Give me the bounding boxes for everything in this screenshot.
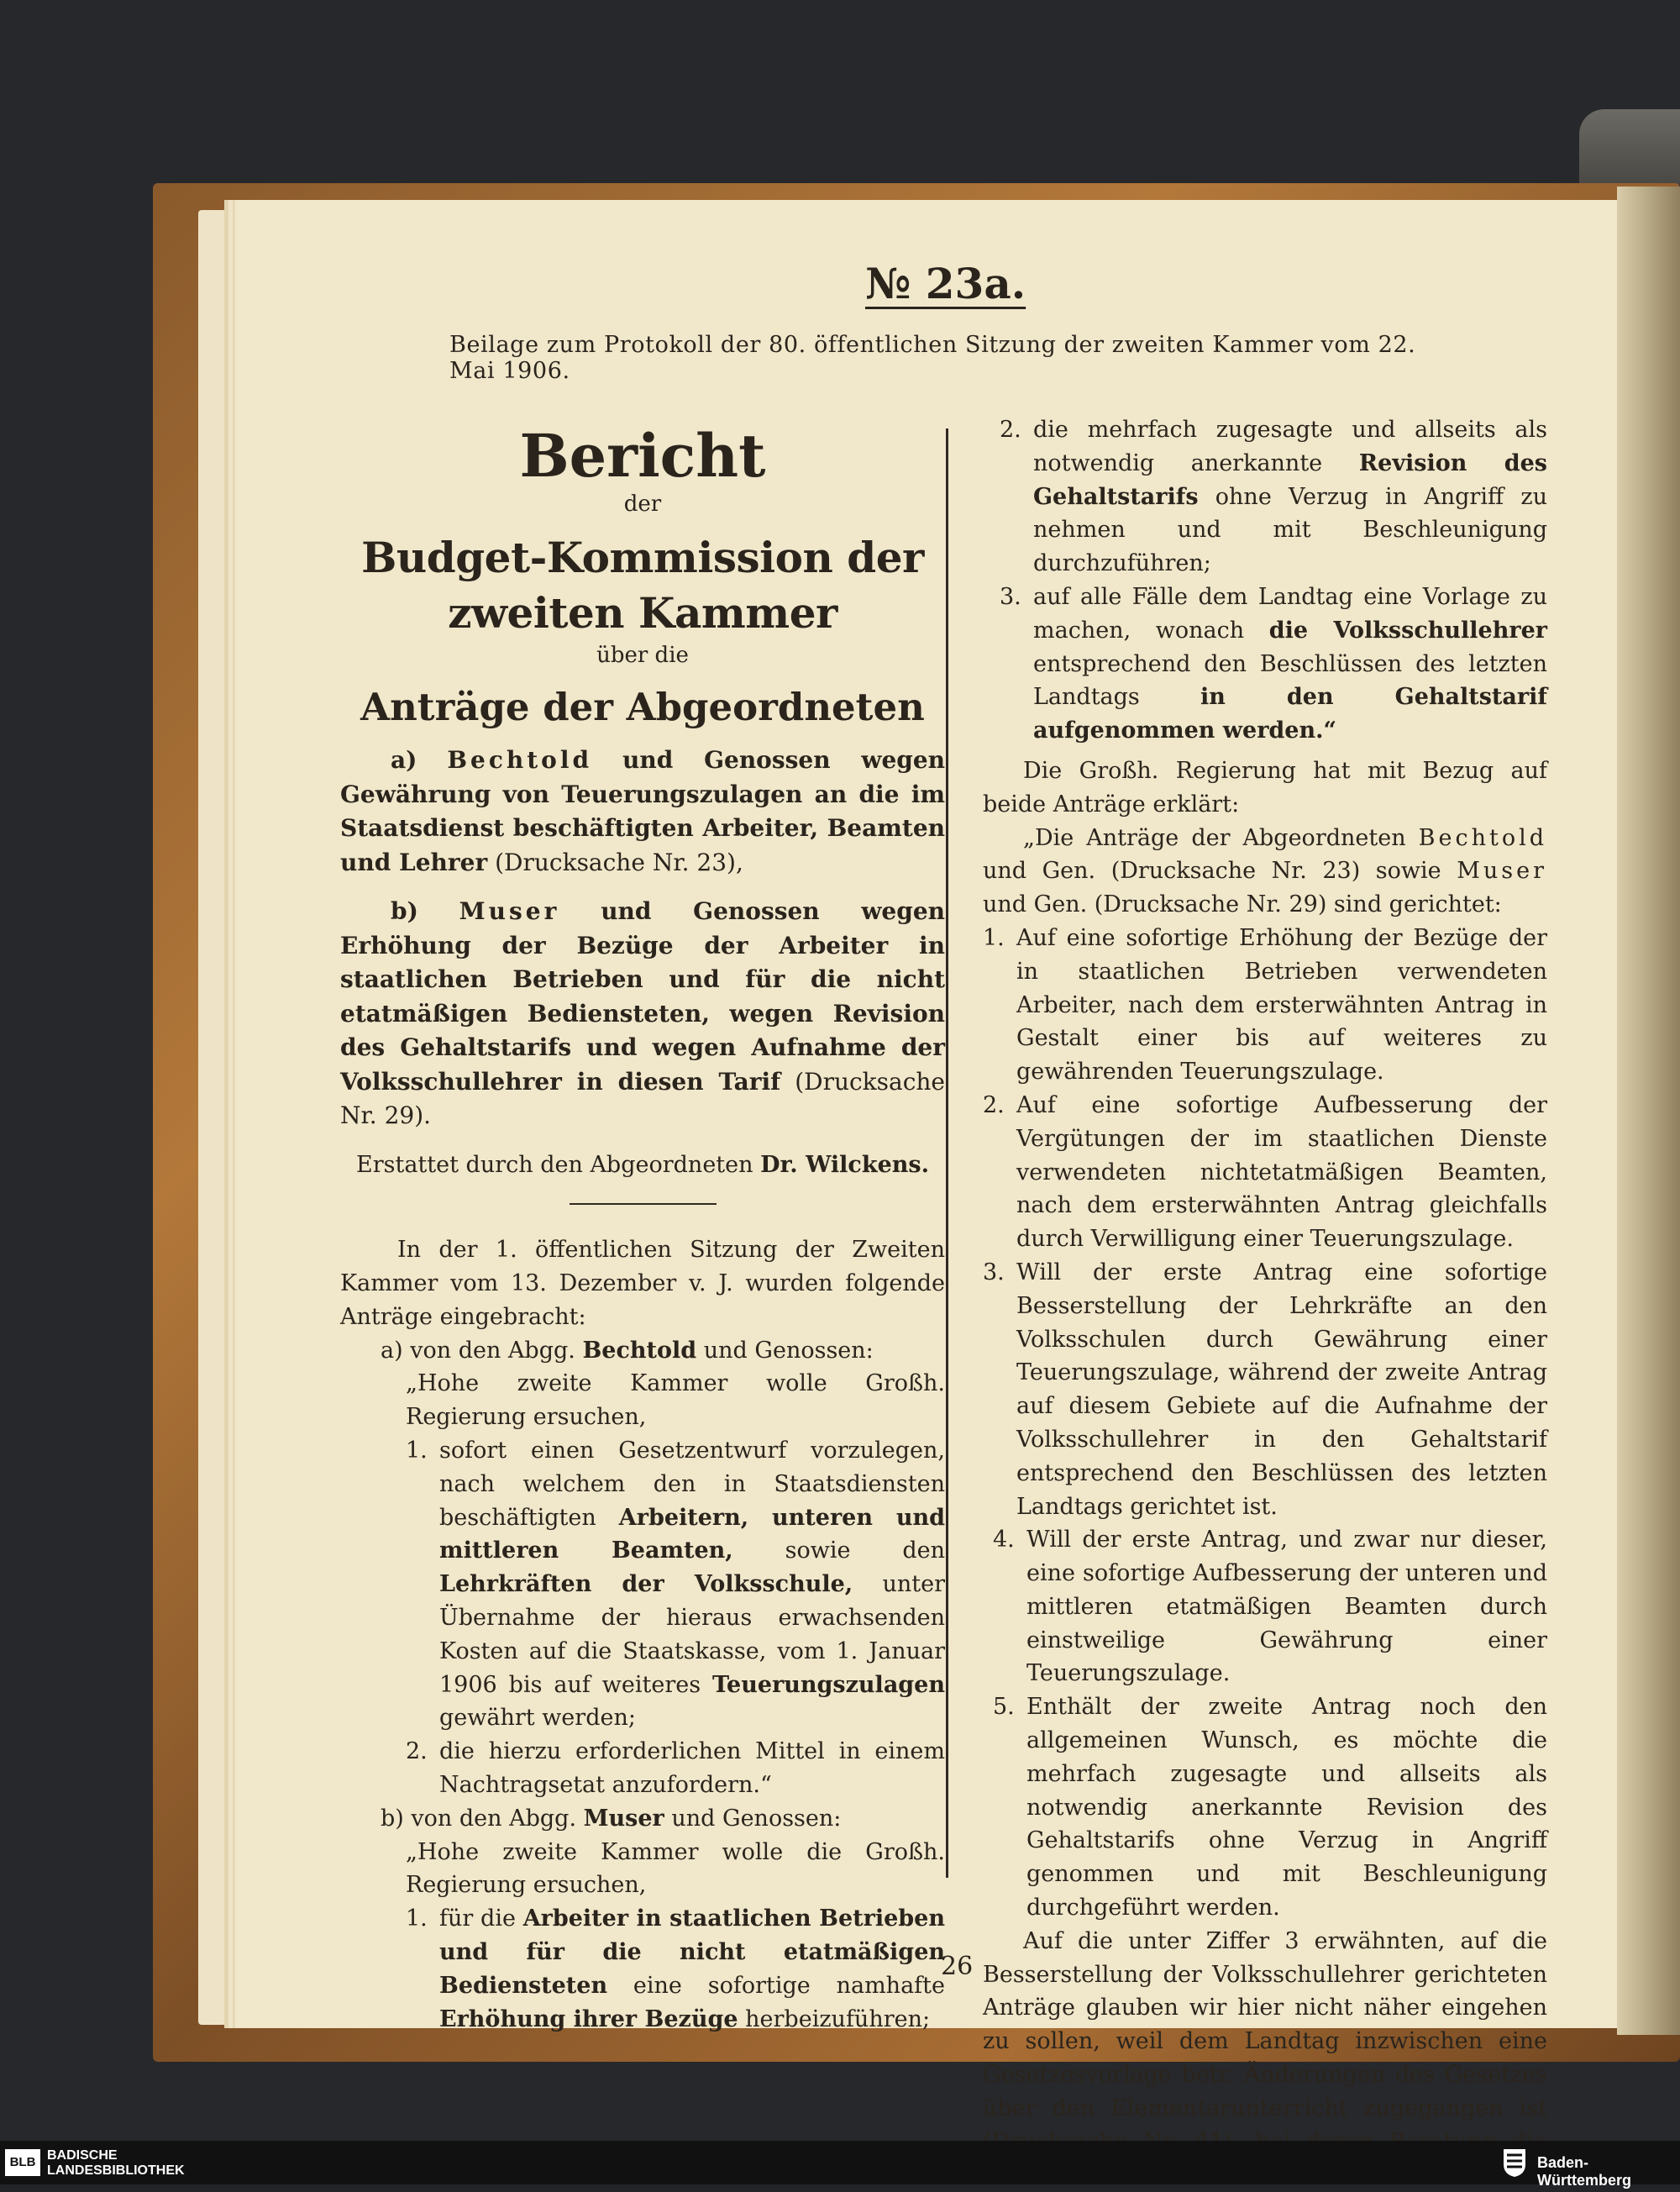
beilage-line: Beilage zum Protokoll der 80. öffentlichen Sitzung der zweiten Kammer vom 22. Mai 1906. bbox=[449, 332, 1416, 384]
a-item-1-bold-2: Lehrkräften der Volksschule, bbox=[439, 1571, 853, 1598]
a-quote: „Hohe zweite Kammer wolle Großh. Regierung ersuchen, bbox=[406, 1370, 945, 1431]
g-item-2-text: Auf eine sofortige Aufbesserung der Vergütungen der im staatlichen Dienste verwendeten nichtetatmäßigen Beamten, nach dem ersterwähnten Antrag gleichfalls durch Verwilligung einer Teuerungszulage. bbox=[1016, 1091, 1547, 1253]
a-item-1-num: 1. bbox=[406, 1438, 428, 1464]
r-item-3-body bbox=[1033, 581, 1547, 748]
title-ueber: über die bbox=[596, 643, 689, 668]
baden-wuerttemberg-label[interactable]: Baden-Württemberg bbox=[1537, 2154, 1631, 2189]
blb-name[interactable] bbox=[47, 2148, 185, 2179]
title-kommission: Budget-Kommission der zweiten Kammer bbox=[361, 533, 924, 638]
erstattet-pre: Erstattet durch den Abgeordneten bbox=[356, 1151, 753, 1178]
b-heading-name: Muser bbox=[583, 1805, 664, 1832]
r-item-2-text-2: ohne Verzug in Angriff zu nehmen und mit Beschleunigung durchzuführen; bbox=[1033, 483, 1547, 577]
regierung-quote-post: und Gen. (Drucksache Nr. 29) sind gerichtet: bbox=[983, 891, 1502, 918]
a-item-1-text-3: unter Übernahme der hieraus erwachsenden Kosten auf die Staatskasse, vom 1. Januar 1906 bis auf weiteres bbox=[439, 1571, 945, 1698]
title-antraege: Anträge der Abgeordneten bbox=[360, 685, 925, 729]
a-heading bbox=[340, 1334, 945, 1368]
g-item-4-text: Will der erste Antrag, und zwar nur dieser, eine sofortige Aufbesserung der unteren und mittleren etatmäßigen Beamten durch einstweilige Gewährung einer Teuerungszulage. bbox=[1026, 1527, 1547, 1687]
r-item-3-text-2: entsprechend den Beschlüssen des letzten Landtags bbox=[1033, 650, 1547, 711]
r-item-3-bold-1: die Volksschullehrer bbox=[1268, 617, 1547, 644]
g-item-2-num: 2. bbox=[983, 1091, 1005, 1118]
baden-wuerttemberg-crest-icon bbox=[1502, 2147, 1527, 2178]
page-edge bbox=[1617, 187, 1680, 2035]
b-heading-post: und Genossen: bbox=[671, 1805, 842, 1832]
regierung-quote-mid: und Gen. (Drucksache Nr. 23) sowie bbox=[983, 858, 1441, 885]
g-item-2 bbox=[983, 1089, 1547, 1256]
blb-name-line-2: LANDESBIBLIOTHEK bbox=[47, 2163, 185, 2178]
r-item-3-text-1: auf alle Fälle dem Landtag eine Vorlage zu machen, wonach bbox=[1033, 583, 1547, 644]
r-item-2-bold: Revision des Gehaltstarifs bbox=[1033, 449, 1547, 510]
regierung-paragraph: Die Großh. Regierung hat mit Bezug auf beide Anträge erklärt: bbox=[983, 757, 1547, 817]
b-heading bbox=[340, 1802, 945, 1836]
g-item-5-num: 5. bbox=[993, 1694, 1015, 1721]
b-item-1 bbox=[340, 1902, 945, 2036]
a-heading-name: Bechtold bbox=[582, 1337, 697, 1364]
b-item-1-num: 1. bbox=[406, 1906, 428, 1932]
motion-b-label: b) bbox=[391, 897, 418, 925]
a-item-1-text-1: sofort einen Gesetzentwurf vorzulegen, nach welchem den in Staatsdiensten beschäftigten bbox=[439, 1438, 945, 1531]
a-item-2-num: 2. bbox=[406, 1738, 428, 1765]
a-item-1-text-4: gewährt werden; bbox=[439, 1705, 636, 1732]
g-item-1-num: 1. bbox=[983, 924, 1005, 951]
motion-b-ref: (Drucksache Nr. 29). bbox=[340, 1067, 945, 1129]
document-number: № 23a. bbox=[865, 259, 1026, 308]
a-item-1-body bbox=[439, 1434, 945, 1735]
b-item-1-text-3: herbeizuführen; bbox=[745, 2005, 931, 2032]
g-item-5-text: Enthält der zweite Antrag noch den allgemeinen Wunsch, es möchte die mehrfach zugesagte und allseits als notwendig anerkannte Revision des Gehaltstarifs ohne Verzug in Angriff genommen und mit Beschleunigung durchgeführt werden. bbox=[1026, 1694, 1547, 1921]
b-item-1-text-1: für die bbox=[439, 1906, 516, 1932]
motion-a-text: und Genossen wegen Gewährung von Teuerungszulagen an die im Staatsdienst beschäftigten Arbeiter, Beamten und Lehrer bbox=[340, 746, 946, 876]
b-item-1-bold-1: Arbeiter in staatlichen Betrieben und für die nicht etatmäßigen Bediensteten bbox=[439, 1906, 945, 1999]
motion-b bbox=[340, 895, 945, 1133]
r-item-2-num: 2. bbox=[1000, 417, 1021, 443]
erstattet-line bbox=[340, 1149, 945, 1182]
regierung-quote bbox=[983, 822, 1547, 922]
title-bericht: Bericht bbox=[519, 421, 766, 491]
a-heading-post: und Genossen: bbox=[703, 1337, 874, 1364]
r-item-2-text-1: die mehrfach zugesagte und allseits als notwendig anerkannte bbox=[1033, 417, 1547, 476]
blb-logo[interactable]: BLB bbox=[5, 2149, 40, 2176]
intro-paragraph: In der 1. öffentlichen Sitzung der Zweiten Kammer vom 13. Dezember v. J. wurden folgende Anträge eingebracht: bbox=[340, 1237, 945, 1330]
r-item-2-body bbox=[1033, 413, 1547, 581]
footer-bar bbox=[0, 2141, 1680, 2189]
motion-a bbox=[340, 744, 945, 880]
g-item-1 bbox=[983, 922, 1547, 1089]
b-quote: „Hohe zweite Kammer wolle die Großh. Regierung ersuchen, bbox=[406, 1838, 945, 1899]
motion-b-name: Muser bbox=[459, 897, 560, 925]
column-divider bbox=[946, 428, 948, 1878]
page-number: 26 bbox=[941, 1952, 974, 1981]
r-item-3-bold-2: in den Gehaltstarif aufgenommen werden.“ bbox=[1033, 684, 1547, 744]
g-item-5 bbox=[983, 1690, 1547, 1925]
g-item-3 bbox=[983, 1256, 1547, 1523]
g-item-3-num: 3. bbox=[983, 1259, 1005, 1285]
r-item-3 bbox=[983, 581, 1547, 748]
erstattet-name: Dr. Wilckens. bbox=[760, 1151, 929, 1178]
right-column bbox=[983, 413, 1547, 2192]
g-item-3-text: Will der erste Antrag eine sofortige Besserstellung der Lehrkräfte an den Volksschulen durch Gewährung einer Teuerungszulage, während der zweite Antrag auf diesem Gebiete auf die Aufnahme der Volksschullehrer in den Gehaltstarif entsprechend den Beschlüssen des letzten Landtags gerichtet ist. bbox=[1016, 1259, 1547, 1520]
closing-paragraph: Auf die unter Ziffer 3 erwähnten, auf die Besserstellung der Volksschullehrer gerichteten Anträge glauben wir hier nicht näher eingehen zu sollen, weil dem Landtag inzwischen eine Gesetzesvorlage betr. Änderungen des Gesetzes über den Elementarunterricht zugegangen ist bbox=[983, 1927, 1547, 2121]
motion-b-text: und Genossen wegen Erhöhung der Bezüge der Arbeiter in staatlichen Betrieben und für die nicht etatmäßigen Bediensteten, wegen Revision des Gehaltstarifs und wegen Aufnahme der Volksschullehrer in diesen Tarif bbox=[340, 897, 945, 1096]
b-heading-pre: b) von den Abgg. bbox=[381, 1805, 577, 1832]
a-item-1-bold-3: Teuerungszulagen bbox=[712, 1671, 945, 1698]
regierung-quote-pre: „Die Anträge der Abgeordneten bbox=[1023, 824, 1406, 851]
g-item-1-text: Auf eine sofortige Erhöhung der Bezüge der in staatlichen Betrieben verwendeten Arbeiter, nach dem ersterwähnten Antrag in Gestalt einer bis auf weiteres zu gewährenden Teuerungszulage. bbox=[1016, 924, 1547, 1085]
r-item-3-num: 3. bbox=[1000, 583, 1021, 610]
g-item-4 bbox=[983, 1523, 1547, 1690]
a-item-2 bbox=[340, 1735, 945, 1802]
regierung-quote-name-1: Bechtold bbox=[1418, 824, 1547, 851]
a-item-2-text: die hierzu erforderlichen Mittel in einem Nachtragsetat anzufordern.“ bbox=[439, 1738, 945, 1799]
a-item-1 bbox=[340, 1434, 945, 1735]
g-item-4-num: 4. bbox=[993, 1527, 1015, 1553]
motion-a-ref: (Drucksache Nr. 23), bbox=[495, 848, 743, 876]
b-item-1-text-2: eine sofortige namhafte bbox=[633, 1972, 945, 1999]
b-item-1-bold-2: Erhöhung ihrer Bezüge bbox=[439, 2005, 738, 2032]
a-item-1-text-2: sowie den bbox=[785, 1538, 945, 1564]
book-spine bbox=[1579, 109, 1680, 185]
a-heading-pre: a) von den Abgg. bbox=[381, 1337, 575, 1364]
motion-a-name: Bechtold bbox=[447, 746, 593, 774]
motion-a-label: a) bbox=[391, 746, 417, 774]
blb-name-line-1: BADISCHE bbox=[47, 2148, 118, 2163]
title-der: der bbox=[623, 491, 662, 517]
left-column bbox=[340, 416, 945, 2036]
regierung-quote-name-2: Muser bbox=[1457, 858, 1547, 885]
r-item-2 bbox=[983, 413, 1547, 581]
a-item-1-bold-1: Arbeitern, unteren und mittleren Beamten, bbox=[439, 1504, 945, 1564]
b-item-1-body bbox=[439, 1902, 945, 2036]
section-rule bbox=[570, 1203, 717, 1205]
